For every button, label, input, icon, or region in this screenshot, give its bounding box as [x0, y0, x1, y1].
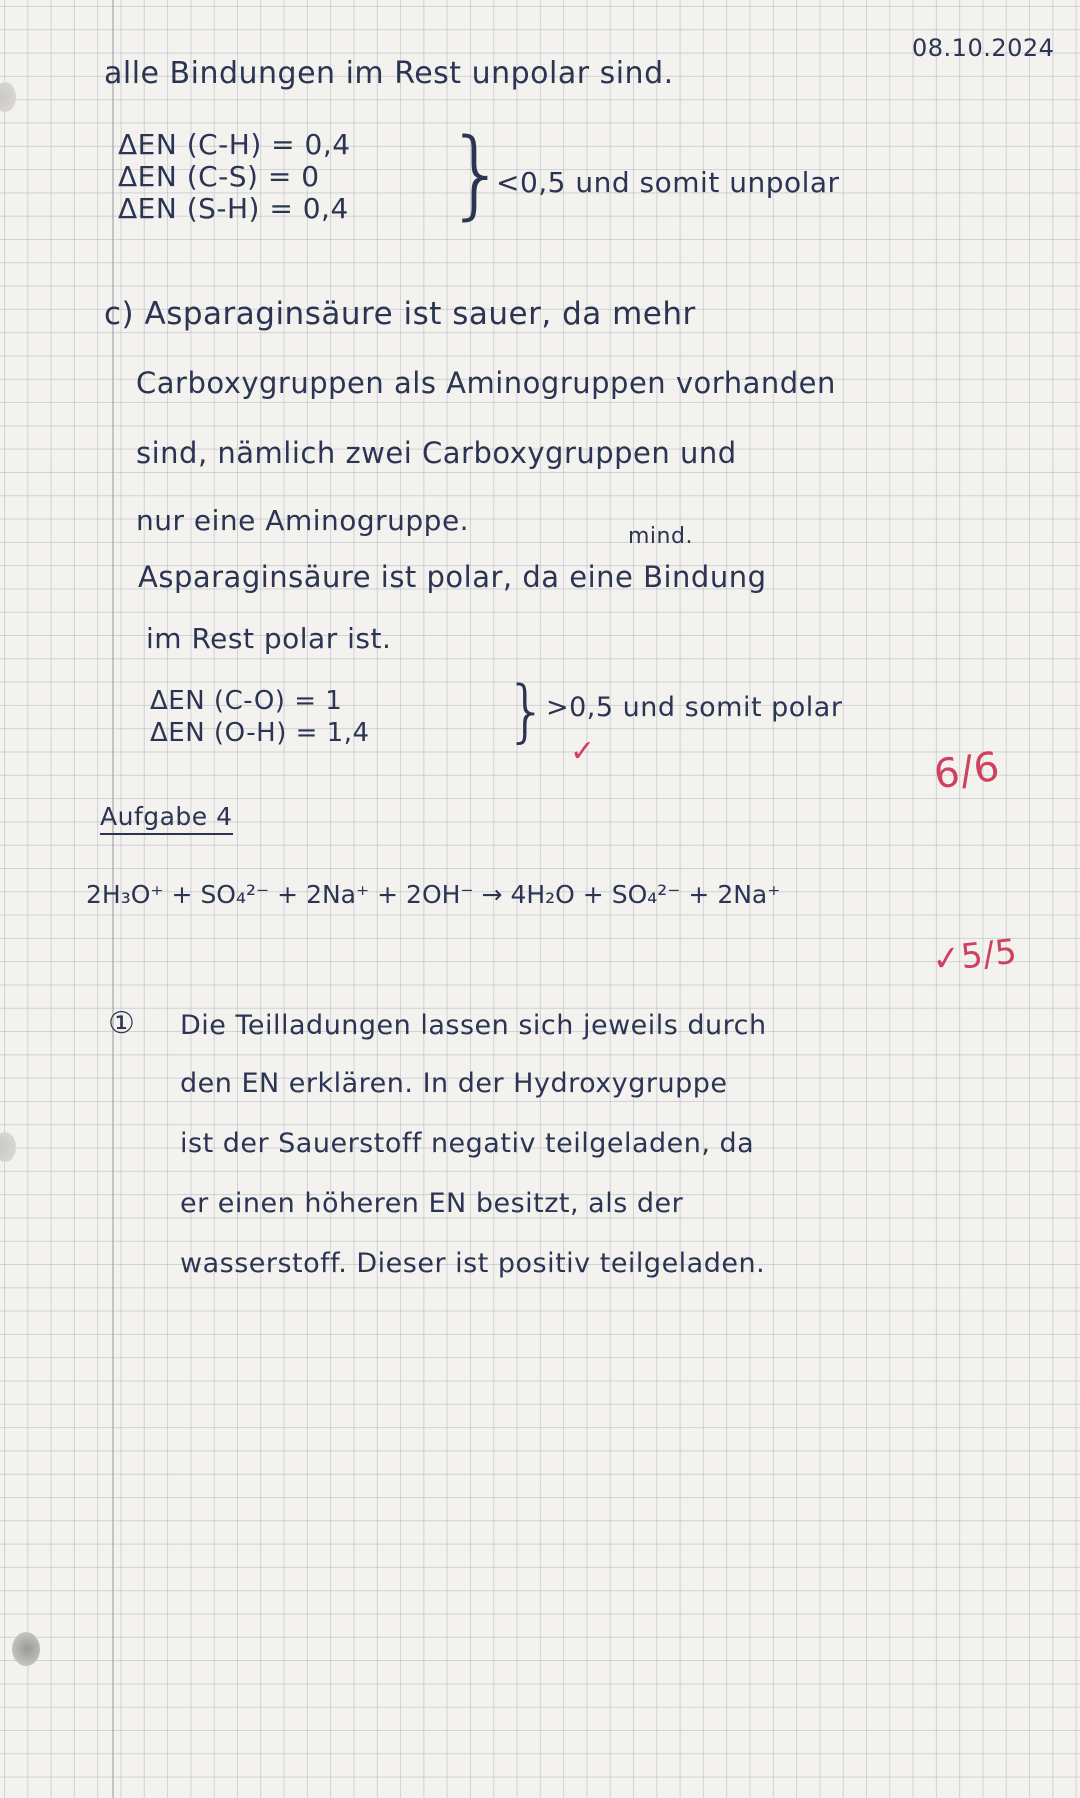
text-line: den EN erklären. In der Hydroxygruppe: [180, 1068, 728, 1099]
binder-hole-top: [0, 82, 16, 112]
chemical-equation: 2H₃O⁺ + SO₄²⁻ + 2Na⁺ + 2OH⁻ → 4H₂O + SO₄²⁻ + 2Na⁺: [86, 880, 781, 909]
item-marker: ①: [108, 1006, 136, 1041]
text-line: c) Asparaginsäure ist sauer, da mehr: [104, 296, 696, 332]
en-line-ch: ΔEN (C-H) = 0,4: [118, 128, 351, 161]
text-line: er einen höheren EN besitzt, als der: [180, 1188, 684, 1219]
en-conclusion: <0,5 und somit unpolar: [496, 166, 840, 199]
binder-hole-middle: [0, 1132, 16, 1162]
text-line: Asparaginsäure ist polar, da eine Bindung: [138, 560, 767, 594]
binder-hole-bottom: [12, 1632, 40, 1666]
date: 08.10.2024: [912, 34, 1055, 62]
text-line: alle Bindungen im Rest unpolar sind.: [104, 56, 674, 91]
text-line: sind, nämlich zwei Carboxygruppen und: [136, 436, 737, 470]
text-line: Die Teilladungen lassen sich jeweils durch: [180, 1010, 767, 1041]
text-line: Carboxygruppen als Aminogruppen vorhanden: [136, 366, 836, 400]
text-line: wasserstoff. Dieser ist positiv teilgeladen.: [180, 1248, 766, 1279]
en-line-sh: ΔEN (S-H) = 0,4: [118, 192, 349, 225]
check-mark: ✓: [570, 734, 596, 769]
en-line-oh: ΔEN (O-H) = 1,4: [150, 718, 370, 748]
en-line-cs: ΔEN (C-S) = 0: [118, 160, 320, 193]
en-conclusion: >0,5 und somit polar: [546, 692, 843, 723]
task-heading: Aufgabe 4: [100, 802, 233, 835]
text-line: nur eine Aminogruppe.: [136, 504, 470, 537]
insert-note: mind.: [628, 524, 693, 549]
en-line-co: ΔEN (C-O) = 1: [150, 686, 343, 716]
curly-brace: }: [505, 672, 549, 751]
score: 6/6: [931, 743, 1003, 799]
curly-brace: }: [446, 118, 508, 230]
score: ✓5/5: [930, 931, 1020, 981]
text-line: im Rest polar ist.: [146, 622, 392, 655]
text-line: ist der Sauerstoff negativ teilgeladen, da: [180, 1128, 755, 1159]
